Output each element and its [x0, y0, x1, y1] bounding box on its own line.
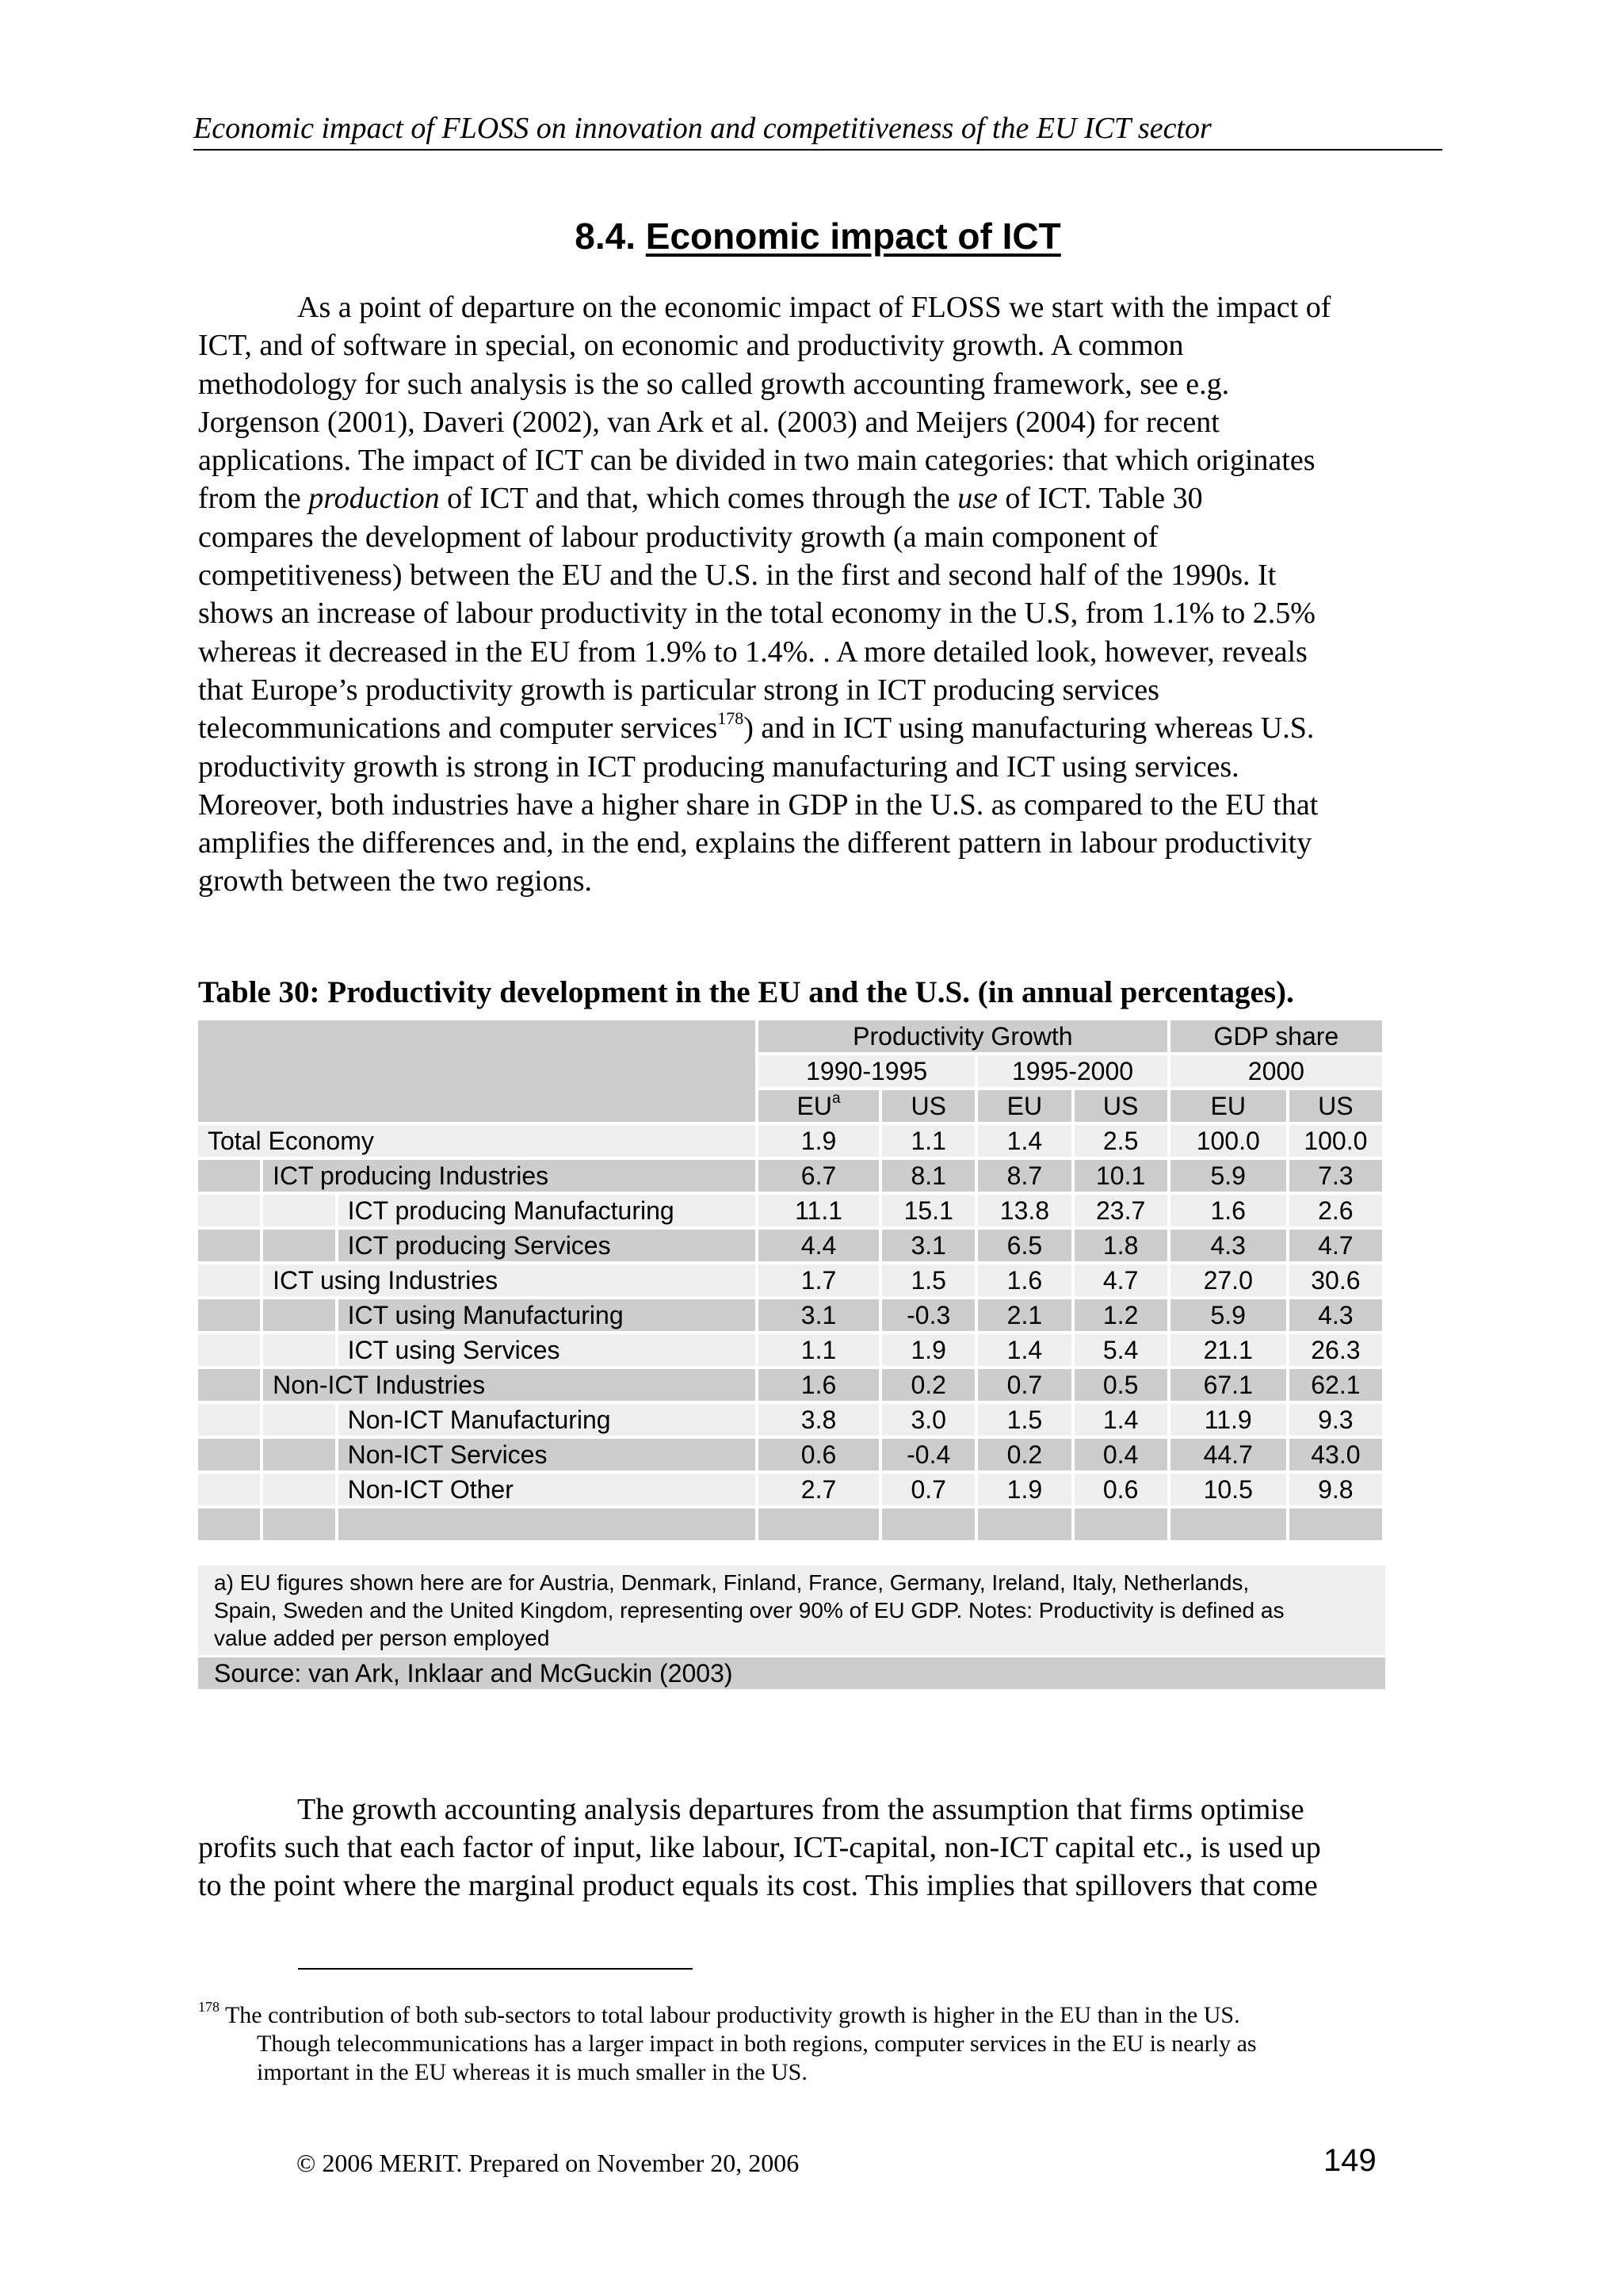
value-cell: 0.4 — [1075, 1439, 1167, 1470]
value-cell: 2.6 — [1289, 1195, 1382, 1226]
row-label: Total Economy — [198, 1125, 755, 1157]
value-cell: 1.4 — [978, 1334, 1071, 1366]
table-grid — [195, 1017, 1385, 1543]
table-row — [198, 1369, 1382, 1401]
footnote-divider — [298, 1968, 693, 1970]
section-number: 8.4. — [575, 215, 636, 257]
value-cell: 6.5 — [978, 1230, 1071, 1261]
indent-cell — [198, 1439, 260, 1470]
empty-cell — [198, 1508, 260, 1540]
value-cell: 9.8 — [1289, 1474, 1382, 1505]
empty-cell — [1075, 1508, 1167, 1540]
table-caption: Table 30: Productivity development in the EU and the U.S. (in annual percentages). — [198, 975, 1294, 1009]
value-cell: 15.1 — [882, 1195, 975, 1226]
indent-cell — [263, 1334, 334, 1366]
copyright: © 2006 MERIT. Prepared on November 20, 2006 — [296, 2149, 800, 2177]
value-cell: 1.4 — [1075, 1404, 1167, 1436]
value-cell: 27.0 — [1170, 1264, 1286, 1296]
value-cell: 26.3 — [1289, 1334, 1382, 1366]
value-cell: 4.3 — [1170, 1230, 1286, 1261]
paragraph-line — [198, 479, 1442, 517]
value-cell: 0.6 — [758, 1439, 879, 1470]
col-header-text: EU — [796, 1092, 832, 1120]
value-cell: 44.7 — [1170, 1439, 1286, 1470]
value-cell: -0.3 — [882, 1299, 975, 1331]
paragraph-line: applications. The impact of ICT can be divided in two main categories: that which originates — [198, 444, 1316, 478]
value-cell: 5.9 — [1170, 1299, 1286, 1331]
table-row — [198, 1299, 1382, 1331]
table-row — [198, 1125, 1382, 1157]
value-cell: 4.7 — [1075, 1264, 1167, 1296]
value-cell: 1.1 — [882, 1125, 975, 1157]
value-cell: 1.8 — [1075, 1230, 1167, 1261]
footnote-text: The contribution of both sub-sectors to total labour productivity growth is higher in the EU than in the US. — [220, 2002, 1240, 2028]
value-cell: 0.7 — [978, 1369, 1071, 1401]
value-cell: 4.4 — [758, 1230, 879, 1261]
col-header-footnote-marker: a — [831, 1090, 841, 1108]
text-run: from the — [198, 482, 309, 516]
indent-cell — [263, 1439, 334, 1470]
value-cell: 1.6 — [758, 1369, 879, 1401]
value-cell: 1.9 — [882, 1334, 975, 1366]
col-header-eu: EU — [978, 1090, 1071, 1122]
table-note — [198, 1566, 1385, 1655]
indent-cell — [263, 1195, 334, 1226]
paragraph-line: that Europe’s productivity growth is particular strong in ICT producing services — [198, 673, 1159, 707]
value-cell: -0.4 — [882, 1439, 975, 1470]
value-cell: 5.9 — [1170, 1160, 1286, 1192]
footnote-line: important in the EU whereas it is much smaller in the US. — [257, 2059, 808, 2085]
value-cell: 0.6 — [1075, 1474, 1167, 1505]
paragraph-line: ICT, and of software in special, on economic and productivity growth. A common — [198, 329, 1184, 363]
value-cell: 8.7 — [978, 1160, 1071, 1192]
empty-cell — [758, 1508, 879, 1540]
value-cell: 10.5 — [1170, 1474, 1286, 1505]
paragraph-line: Jorgenson (2001), Daveri (2002), van Ark et al. (2003) and Meijers (2004) for recent — [198, 405, 1220, 439]
header-divider — [193, 149, 1442, 151]
indent-cell — [198, 1369, 260, 1401]
header-row-groups — [198, 1020, 1382, 1052]
indent-cell — [263, 1474, 334, 1505]
value-cell: 62.1 — [1289, 1369, 1382, 1401]
row-label: Non-ICT Manufacturing — [338, 1404, 755, 1436]
value-cell: 1.9 — [758, 1125, 879, 1157]
paragraph-line: compares the development of labour productivity growth (a main component of — [198, 520, 1159, 554]
row-label: ICT using Services — [338, 1334, 755, 1366]
table-empty-row — [198, 1508, 1382, 1540]
value-cell: 30.6 — [1289, 1264, 1382, 1296]
value-cell: 3.0 — [882, 1404, 975, 1436]
indent-cell — [198, 1195, 260, 1226]
footnote-reference[interactable]: 178 — [717, 707, 744, 728]
body-paragraph-1 — [198, 288, 1442, 901]
footnote-line — [198, 2001, 1434, 2030]
paragraph-line: whereas it decreased in the EU from 1.9% to 1.4%. . A more detailed look, however, reveals — [198, 635, 1308, 669]
indent-cell — [198, 1334, 260, 1366]
indent-cell — [263, 1230, 334, 1261]
row-label: ICT producing Industries — [263, 1160, 755, 1192]
value-cell: 13.8 — [978, 1195, 1071, 1226]
paragraph-line: profits such that each factor of input, like labour, ICT-capital, non-ICT capital etc., is used up — [198, 1831, 1321, 1864]
running-header: Economic impact of FLOSS on innovation and competitiveness of the EU ICT sector — [193, 112, 1212, 145]
col-group-productivity-growth: Productivity Growth — [758, 1020, 1167, 1052]
header-corner — [198, 1020, 755, 1122]
productivity-table — [195, 1017, 1385, 1543]
row-label: ICT producing Manufacturing — [338, 1195, 755, 1226]
value-cell: 1.9 — [978, 1474, 1071, 1505]
paragraph-line: amplifies the differences and, in the end, explains the different pattern in labour productivity — [198, 826, 1312, 860]
value-cell: 1.6 — [978, 1264, 1071, 1296]
value-cell: 10.1 — [1075, 1160, 1167, 1192]
value-cell: 23.7 — [1075, 1195, 1167, 1226]
section-heading — [193, 212, 1442, 260]
empty-cell — [338, 1508, 755, 1540]
value-cell: 0.5 — [1075, 1369, 1167, 1401]
paragraph-line: Moreover, both industries have a higher share in GDP in the U.S. as compared to the EU that — [198, 788, 1319, 822]
table-row — [198, 1439, 1382, 1470]
value-cell: 0.2 — [882, 1369, 975, 1401]
col-group-gdp-share: GDP share — [1170, 1020, 1382, 1052]
text-run: telecommunications and computer services — [198, 711, 718, 746]
paragraph-line — [198, 709, 1442, 747]
table-note-line: Spain, Sweden and the United Kingdom, representing over 90% of EU GDP. Notes: Productivity is defined as — [214, 1598, 1285, 1623]
indent-cell — [198, 1474, 260, 1505]
value-cell: 8.1 — [882, 1160, 975, 1192]
value-cell: 1.5 — [978, 1404, 1071, 1436]
value-cell: 2.7 — [758, 1474, 879, 1505]
table-note-line: a) EU figures shown here are for Austria, Denmark, Finland, France, Germany, Ireland, Italy, Netherlands, — [214, 1570, 1250, 1595]
indent-cell — [198, 1404, 260, 1436]
value-cell: 100.0 — [1289, 1125, 1382, 1157]
paragraph-line: As a point of departure on the economic impact of FLOSS we start with the impact of — [297, 291, 1331, 324]
value-cell: 3.1 — [758, 1299, 879, 1331]
value-cell: 6.7 — [758, 1160, 879, 1192]
footnote-line: Though telecommunications has a larger impact in both regions, computer services in the EU is nearly as — [257, 2031, 1257, 2057]
empty-cell — [1170, 1508, 1286, 1540]
table-row — [198, 1160, 1382, 1192]
empty-cell — [263, 1508, 334, 1540]
table-note-line: value added per person employed — [214, 1626, 550, 1650]
row-label: ICT using Industries — [263, 1264, 755, 1296]
value-cell: 1.1 — [758, 1334, 879, 1366]
period-1990-1995: 1990-1995 — [758, 1055, 975, 1087]
col-header-us: US — [882, 1090, 975, 1122]
value-cell: 5.4 — [1075, 1334, 1167, 1366]
paragraph-line: growth between the two regions. — [198, 864, 593, 898]
col-header-us: US — [1289, 1090, 1382, 1122]
table-row — [198, 1334, 1382, 1366]
table-row — [198, 1474, 1382, 1505]
page-number: 149 — [1323, 2143, 1377, 2178]
value-cell: 2.1 — [978, 1299, 1071, 1331]
value-cell: 1.6 — [1170, 1195, 1286, 1226]
value-cell: 1.2 — [1075, 1299, 1167, 1331]
value-cell: 1.5 — [882, 1264, 975, 1296]
empty-cell — [978, 1508, 1071, 1540]
col-header-us: US — [1075, 1090, 1167, 1122]
text-run: of ICT. Table 30 — [997, 482, 1203, 516]
gdp-year: 2000 — [1170, 1055, 1382, 1087]
text-run: of ICT and that, which comes through the — [439, 482, 958, 516]
table-row — [198, 1264, 1382, 1296]
value-cell: 43.0 — [1289, 1439, 1382, 1470]
indent-cell — [263, 1299, 334, 1331]
table-row — [198, 1230, 1382, 1261]
value-cell: 3.1 — [882, 1230, 975, 1261]
footnote — [198, 2001, 1434, 2087]
value-cell: 0.7 — [882, 1474, 975, 1505]
value-cell: 67.1 — [1170, 1369, 1286, 1401]
value-cell: 3.8 — [758, 1404, 879, 1436]
text-run: ) and in ICT using manufacturing whereas U.S. — [743, 711, 1315, 746]
value-cell: 0.2 — [978, 1439, 1071, 1470]
period-1995-2000: 1995-2000 — [978, 1055, 1167, 1087]
row-label: ICT using Manufacturing — [338, 1299, 755, 1331]
table-source: Source: van Ark, Inklaar and McGuckin (2003) — [198, 1657, 1385, 1689]
value-cell: 7.3 — [1289, 1160, 1382, 1192]
indent-cell — [198, 1230, 260, 1261]
footnote-number: 178 — [198, 1999, 220, 2015]
table-row — [198, 1404, 1382, 1436]
paragraph-line: The growth accounting analysis departures from the assumption that firms optimise — [297, 1793, 1304, 1826]
value-cell: 4.7 — [1289, 1230, 1382, 1261]
row-label: ICT producing Services — [338, 1230, 755, 1261]
value-cell: 4.3 — [1289, 1299, 1382, 1331]
value-cell: 100.0 — [1170, 1125, 1286, 1157]
section-title: Economic impact of ICT — [645, 215, 1061, 257]
col-header-eu — [758, 1090, 879, 1122]
value-cell: 1.4 — [978, 1125, 1071, 1157]
paragraph-line: productivity growth is strong in ICT producing manufacturing and ICT using services. — [198, 749, 1239, 784]
body-paragraph-2 — [198, 1791, 1442, 1905]
indent-cell — [198, 1264, 260, 1296]
italic-term-production: production — [308, 482, 440, 516]
value-cell: 11.9 — [1170, 1404, 1286, 1436]
indent-cell — [263, 1404, 334, 1436]
row-label: Non-ICT Other — [338, 1474, 755, 1505]
row-label: Non-ICT Industries — [263, 1369, 755, 1401]
row-label: Non-ICT Services — [338, 1439, 755, 1470]
value-cell: 2.5 — [1075, 1125, 1167, 1157]
empty-cell — [882, 1508, 975, 1540]
table-row — [198, 1195, 1382, 1226]
col-header-eu: EU — [1170, 1090, 1286, 1122]
paragraph-line: methodology for such analysis is the so called growth accounting framework, see e.g. — [198, 367, 1230, 401]
value-cell: 21.1 — [1170, 1334, 1286, 1366]
indent-cell — [198, 1160, 260, 1192]
empty-cell — [1289, 1508, 1382, 1540]
value-cell: 11.1 — [758, 1195, 879, 1226]
indent-cell — [198, 1299, 260, 1331]
paragraph-line: shows an increase of labour productivity in the total economy in the U.S, from 1.1% to 2.5% — [198, 597, 1316, 631]
paragraph-line: to the point where the marginal product equals its cost. This implies that spillovers that come — [198, 1869, 1318, 1902]
italic-term-use: use — [957, 482, 998, 516]
value-cell: 1.7 — [758, 1264, 879, 1296]
value-cell: 9.3 — [1289, 1404, 1382, 1436]
paragraph-line: competitiveness) between the EU and the U.S. in the first and second half of the 1990s. It — [198, 559, 1277, 593]
